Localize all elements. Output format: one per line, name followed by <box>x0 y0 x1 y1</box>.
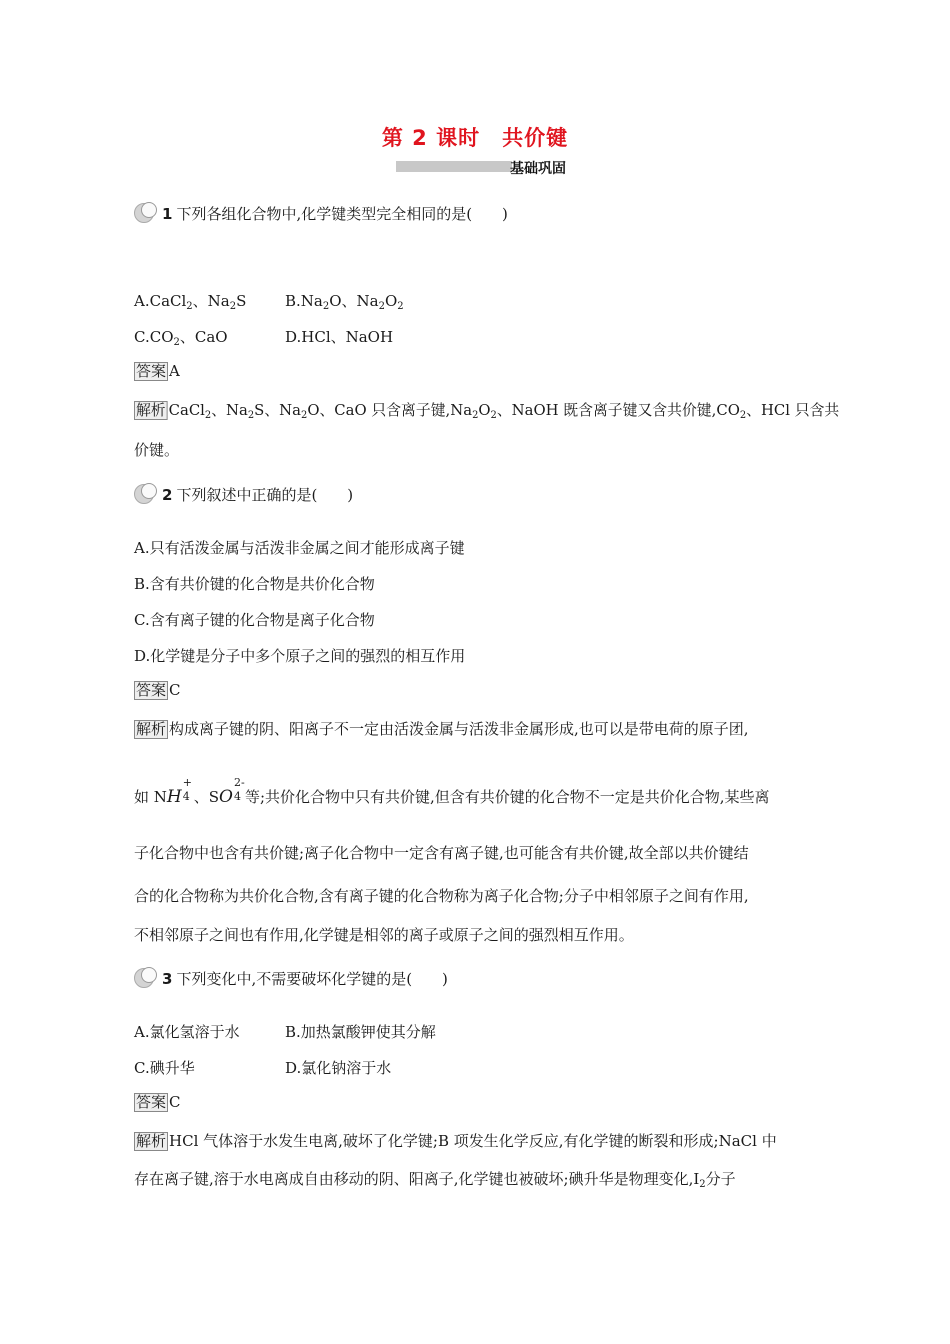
analysis-line: 解析 CaCl$_2$、$Na_2S$、$Na_2O$、CaO 只含离子键$,Na_2O_2$、NaOH 既含离子键又含共价键$,CO_2$、HCl 只含共 <box>135 401 840 421</box>
option-a: A.只有活泼金属与活泼非金属之间才能形成离子键 <box>134 539 465 557</box>
analysis-line: 解析 构成离子键的阴、阳离子不一定由活泼金属与活泼非金属形成,也可以是带电荷的原子团, <box>136 720 749 738</box>
question-marker-icon <box>134 483 158 505</box>
question-number: 3 <box>162 970 173 988</box>
answer-row <box>134 1093 181 1112</box>
page-title: 第 2 课时 共价键 <box>381 126 569 150</box>
option-b: $B.Na_2O$、$Na_2O_2$ <box>285 292 404 312</box>
section-label: 基础巩固 <box>510 161 566 177</box>
option-a: A.CaCl$_2$、$Na_2S$ <box>134 292 247 312</box>
question-marker-icon <box>134 202 158 224</box>
question-2 <box>134 483 353 505</box>
answer-tag: 答案 <box>136 1093 167 1111</box>
question-stem: 下列叙述中正确的是( ) <box>176 486 354 504</box>
option-c: C.碘升华 <box>134 1059 195 1077</box>
analysis-line: 存在离子键,溶于水电离成自由移动的阴、阳离子,化学键也被破坏;碘升华是物理变化$,I_2$分子 <box>134 1170 736 1190</box>
question-1 <box>134 202 508 224</box>
sulfate-formula: O 2- 4 <box>219 776 245 807</box>
analysis-tag: 解析 <box>135 401 166 419</box>
option-c: $C.CO_2$、CaO <box>134 328 228 348</box>
analysis-line: 不相邻原子之间也有作用,化学键是相邻的离子或原子之间的强烈相互作用。 <box>134 926 634 944</box>
analysis-line: 合的化合物称为共价化合物,含有离子键的化合物称为离子化合物;分子中相邻原子之间有作用, <box>134 887 749 905</box>
section-bar <box>396 161 512 172</box>
analysis-tag: 解析 <box>136 1132 167 1150</box>
analysis-tag: 解析 <box>136 720 167 738</box>
answer-value: C <box>169 1093 181 1111</box>
question-stem: 下列变化中,不需要破坏化学键的是( ) <box>176 970 448 988</box>
option-d: D.氯化钠溶于水 <box>285 1059 392 1077</box>
option-b: B.含有共价键的化合物是共价化合物 <box>134 575 375 593</box>
ammonium-formula: H + 4 <box>166 776 192 807</box>
answer-row <box>134 362 180 381</box>
option-d: D.化学键是分子中多个原子之间的强烈的相互作用 <box>134 647 466 665</box>
analysis-line: 解析 HCl 气体溶于水发生电离,破坏了化学键;B 项发生化学反应,有化学键的断裂和形成;NaCl 中 <box>136 1132 777 1150</box>
option-c: C.含有离子键的化合物是离子化合物 <box>134 611 375 629</box>
answer-tag: 答案 <box>136 681 167 699</box>
answer-value: C <box>169 681 181 699</box>
answer-value: A <box>169 362 180 380</box>
answer-tag: 答案 <box>136 362 167 380</box>
option-d: D.HCl、NaOH <box>285 328 394 346</box>
question-3 <box>134 967 448 989</box>
question-number: 1 <box>162 205 173 223</box>
option-b: B.加热氯酸钾使其分解 <box>285 1023 436 1041</box>
question-marker-icon <box>134 967 158 989</box>
analysis-line: 如 NH + 4 、SO 2- 4 等;共价化合物中只有共价键,但含有共价键的化合物不一定是共价化合物,某些离 <box>134 776 770 807</box>
option-a: A.氯化氢溶于水 <box>134 1023 240 1041</box>
analysis-line: 子化合物中也含有共价键;离子化合物中一定含有离子键,也可能含有共价键,故全部以共价键结 <box>134 844 749 862</box>
answer-row <box>134 681 181 700</box>
question-number: 2 <box>162 486 173 504</box>
analysis-line: 价键。 <box>134 441 180 459</box>
question-stem: 下列各组化合物中,化学键类型完全相同的是( ) <box>176 205 508 223</box>
